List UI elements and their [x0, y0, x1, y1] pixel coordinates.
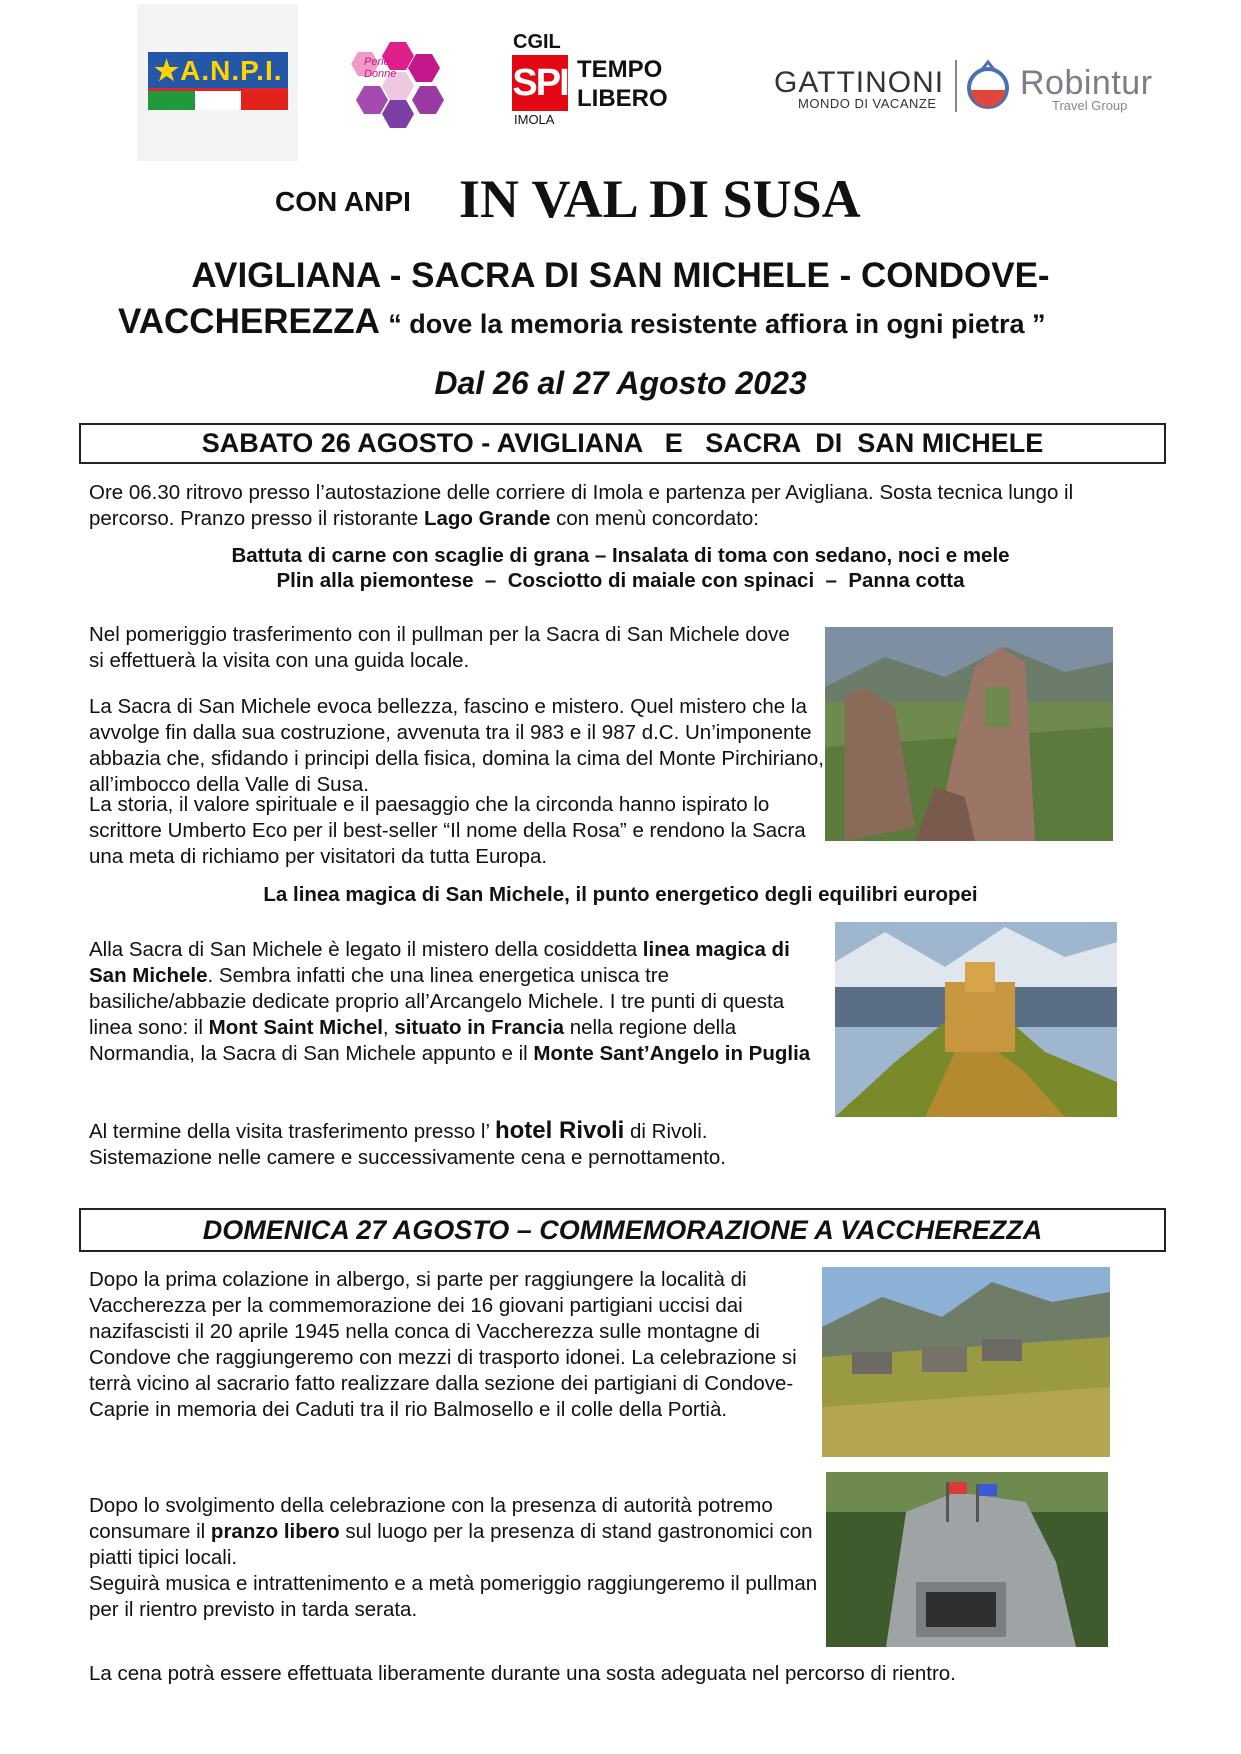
libero-text: LIBERO	[577, 85, 668, 112]
memorial-photo	[826, 1472, 1108, 1647]
linea-text-a: Alla Sacra di San Michele è legato il mistero della cosiddetta	[89, 938, 643, 961]
con-anpi-label: CON ANPI	[275, 186, 411, 217]
linea-text-h: Monte Sant’Angelo in Puglia	[533, 1042, 811, 1065]
motto: “ dove la memoria resistente affiora in ogni pietra ”	[388, 309, 1046, 339]
intro-text-end: con menù concordato:	[550, 507, 759, 530]
cgil-wordmark: CGIL	[513, 31, 561, 53]
day1-heading	[79, 423, 1166, 464]
spi-location: IMOLA	[514, 112, 555, 127]
para2-text-d: Seguirà musica e intrattenimento e a metà pomeriggio raggiungeremo il pullman per il rientro previsto in tarda serata.	[89, 1572, 818, 1621]
perle-donne-text: Perle Donne	[364, 56, 397, 80]
sacra-ruins-photo	[825, 627, 1113, 841]
closing-note: La cena potrà essere effettuata liberamente durante una sosta adeguata nel percorso di rientro.	[89, 1662, 956, 1685]
gattinoni-logo: GATTINONI	[774, 66, 945, 99]
tempo-text: TEMPO	[577, 56, 663, 83]
sacra-abbey-photo	[835, 922, 1117, 1117]
route-line-2	[118, 302, 1045, 342]
afternoon-text: Nel pomeriggio trasferimento con il pullman per la Sacra di San Michele dove si effettuerà la visita con una guida locale.	[89, 623, 790, 672]
trip-dates: Dal 26 al 27 Agosto 2023	[434, 365, 807, 401]
linea-text-f: situato in Francia	[394, 1016, 565, 1039]
route-vaccherezza: VACCHEREZZA	[118, 302, 379, 341]
robintur-icon	[966, 58, 1010, 112]
hotel-name: hotel Rivoli	[494, 1117, 625, 1144]
tempo-libero-logo	[577, 55, 668, 113]
menu-line-2: Plin alla piemontese – Cosciotto di maiale con spinaci – Panna cotta	[276, 569, 965, 592]
day2-heading: DOMENICA 27 AGOSTO – COMMEMORAZIONE A VACCHEREZZA	[79, 1208, 1166, 1252]
linea-magica-text	[89, 937, 824, 1067]
perle-donne-logo	[350, 40, 456, 132]
menu-line-1: Battuta di carne con scaglie di grana – Insalata di toma con sedano, noci e mele	[231, 544, 1010, 567]
anpi-logo	[148, 52, 288, 110]
hotel-text	[89, 1118, 824, 1171]
page-title: IN VAL DI SUSA	[459, 169, 861, 229]
sacra-description-2: La storia, il valore spirituale e il paesaggio che la circonda hanno ispirato lo scrittore Umberto Eco per il best-seller “Il nome della Rosa” e rendono la Sacra una meta di richiamo per visitatori da tutta Europa.	[89, 793, 806, 868]
linea-text-b: linea magica di San Michele	[89, 938, 790, 987]
para2-text-a: Dopo lo svolgimento della celebrazione con la presenza di autorità potremo consumare il	[89, 1494, 773, 1543]
spi-logo: SPI	[512, 55, 568, 111]
robintur-logo: Robintur	[1020, 64, 1153, 102]
gattinoni-subtitle: MONDO DI VACANZE	[798, 96, 937, 111]
hotel-text-a: Al termine della visita trasferimento presso l’	[89, 1120, 495, 1143]
linea-text-g: nella regione della Normandia, la Sacra di San Michele appunto e il	[89, 1016, 737, 1065]
restaurant-name: Lago Grande	[423, 507, 551, 530]
linea-text-d: Mont Saint Michel	[208, 1016, 383, 1039]
hotel-text-d: Sistemazione nelle camere e successivamente cena e pernottamento.	[89, 1146, 726, 1169]
intro-text: Ore 06.30 ritrovo presso l’autostazione delle corriere di Imola e partenza per Avigliana. Sosta tecnica lungo il percorso. Pranzo presso il ristorante	[89, 481, 1074, 530]
vaccherezza-photo	[822, 1267, 1110, 1457]
anpi-logo-text: ★A.N.P.I.	[154, 55, 283, 86]
robintur-subtitle: Travel Group	[1052, 98, 1128, 113]
route-line-1: AVIGLIANA - SACRA DI SAN MICHELE - CONDOVE-	[191, 256, 1050, 295]
linea-magica-heading: La linea magica di San Michele, il punto energetico degli equilibri europei	[263, 883, 978, 906]
hotel-text-c: di Rivoli.	[624, 1120, 708, 1143]
para2-text-c: sul luogo per la presenza di stand gastronomici con piatti tipici locali.	[89, 1520, 813, 1569]
linea-text-c: . Sembra infatti che una linea energetica unisca tre basiliche/abbazie dedicate proprio all’Arcangelo Michele. I tre punti di questa linea sono: il	[89, 964, 785, 1039]
linea-text-e: ,	[382, 1016, 395, 1039]
day2-paragraph-2	[89, 1493, 824, 1623]
logo-divider	[955, 60, 957, 112]
day2-paragraph-1: Dopo la prima colazione in albergo, si parte per raggiungere la località di Vaccherezza per la commemorazione dei 16 giovani partigiani uccisi dai nazifascisti il 20 aprile 1945 nella conca di Vaccherezza sulle montagne di Condove che raggiungeremo con mezzi di trasporto idonei. La celebrazione si terrà vicino al sacrario fatto realizzare dalla sezione dei partigiani di Condove-Caprie in memoria dei Caduti tra il rio Balmosello e il colle della Portià.	[89, 1268, 797, 1421]
day1-heading-text: SABATO 26 AGOSTO - AVIGLIANA E SACRA DI SAN MICHELE	[201, 428, 1044, 458]
pranzo-libero: pranzo libero	[210, 1520, 340, 1543]
day1-intro	[89, 480, 1159, 532]
sacra-description-1: La Sacra di San Michele evoca bellezza, fascino e mistero. Quel mistero che la avvolge fin dalla sua costruzione, avvenuta tra il 983 e il 987 d.C. Un’imponente abbazia che, sfidando i principi della fisica, domina la cima del Monte Pirchiriano, all’imbocco della Valle di Susa.	[89, 695, 824, 796]
